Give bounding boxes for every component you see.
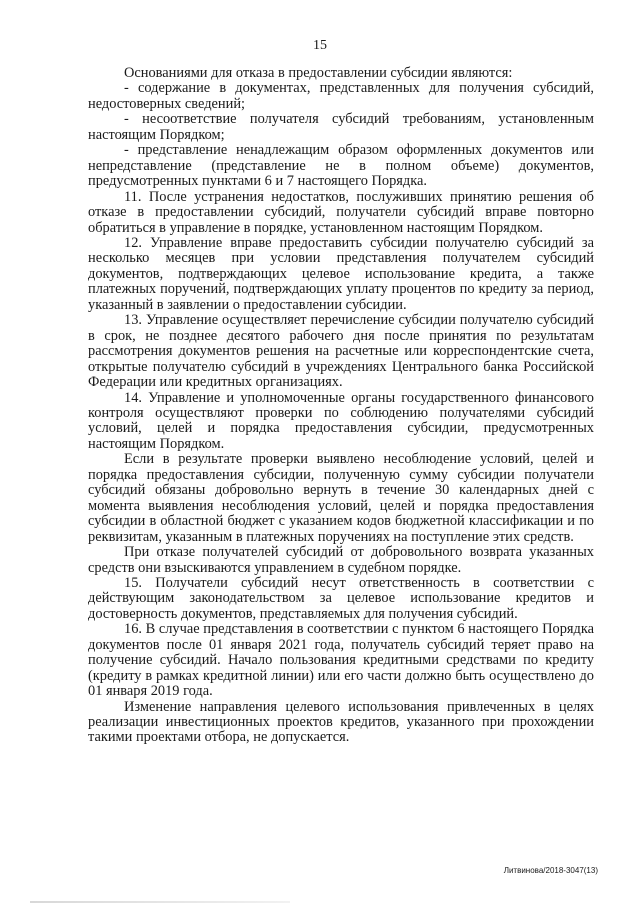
paragraph: 14. Управление и уполномоченные органы государственного финансового контроля осуществляют проверки по соблюдению получателями субсидий условий, целей и порядка предоставления субсидии, предусмотренных настоящим Порядком. <box>88 389 594 452</box>
scan-edge-mark <box>30 901 290 903</box>
paragraph: - несоответствие получателя субсидий требованиям, установленным настоящим Порядком; <box>88 111 594 143</box>
paragraph: - содержание в документах, представленных для получения субсидий, недостоверных сведений; <box>88 80 594 112</box>
paragraph: - представление ненадлежащим образом оформленных документов или непредставление (представление не в полном объеме) документов, предусмотренных пунктами 6 и 7 настоящего Порядка. <box>88 142 594 190</box>
paragraph: 15. Получатели субсидий несут ответственность в соответствии с действующим законодательством за целевое использование кредитов и достоверность документов, представляемых для получения субсидий. <box>88 574 594 622</box>
paragraph: 11. После устранения недостатков, послуживших принятию решения об отказе в предоставлении субсидий, получатели субсидий вправе повторно обратиться в управление в порядке, установленном настоящим Порядком. <box>88 188 594 236</box>
paragraph: Основаниями для отказа в предоставлении субсидии являются: <box>124 65 513 81</box>
paragraph: 16. В случае представления в соответствии с пунктом 6 настоящего Порядка документов после 01 января 2021 года, получатель субсидий теряет право на получение субсидий. Начало пользования кредитными средствами по кредиту (кредиту в рамках кредитной линии) или его части должно быть осуществлено до 01 января 2019 года. <box>88 621 594 700</box>
paragraph: 13. Управление осуществляет перечисление субсидии получателю субсидий в срок, не позднее десятого рабочего дня после принятия по результатам рассмотрения документов решения на расчетные или корреспондентские счета, открытые получателю субсидий в учреждениях Центрального банка Российской Федерации или кредитных организациях. <box>88 312 594 391</box>
page-number: 15 <box>313 38 327 53</box>
document-body <box>88 66 594 746</box>
paragraph: Если в результате проверки выявлено несоблюдение условий, целей и порядка предоставления субсидии, полученную сумму субсидии получатели субсидий обязаны добровольно вернуть в течение 30 календарных дней с момента выявления несоблюдения условий, целей и порядка предоставления субсидии в областной бюджет с указанием кодов бюджетной классификации и по реквизитам, указанным в платежных поручениях на поступление этих средств. <box>88 451 594 545</box>
paragraph: Изменение направления целевого использования привлеченных в целях реализации инвестиционных проектов кредитов, указанного при прохождении такими проектами отбора, не допускается. <box>88 698 594 746</box>
document-reference-id: Литвинова/2018-3047(13) <box>503 866 598 875</box>
paragraph: При отказе получателей субсидий от добровольного возврата указанных средств они взыскиваются управлением в судебном порядке. <box>88 544 594 576</box>
paragraph: 12. Управление вправе предоставить субсидии получателю субсидий за несколько месяцев при условии представления получателем субсидий документов, подтверждающих целевое использование кредита, а также платежных поручений, подтверждающих уплату процентов по кредиту за период, указанный в заявлении о предоставлении субсидии. <box>88 234 594 313</box>
